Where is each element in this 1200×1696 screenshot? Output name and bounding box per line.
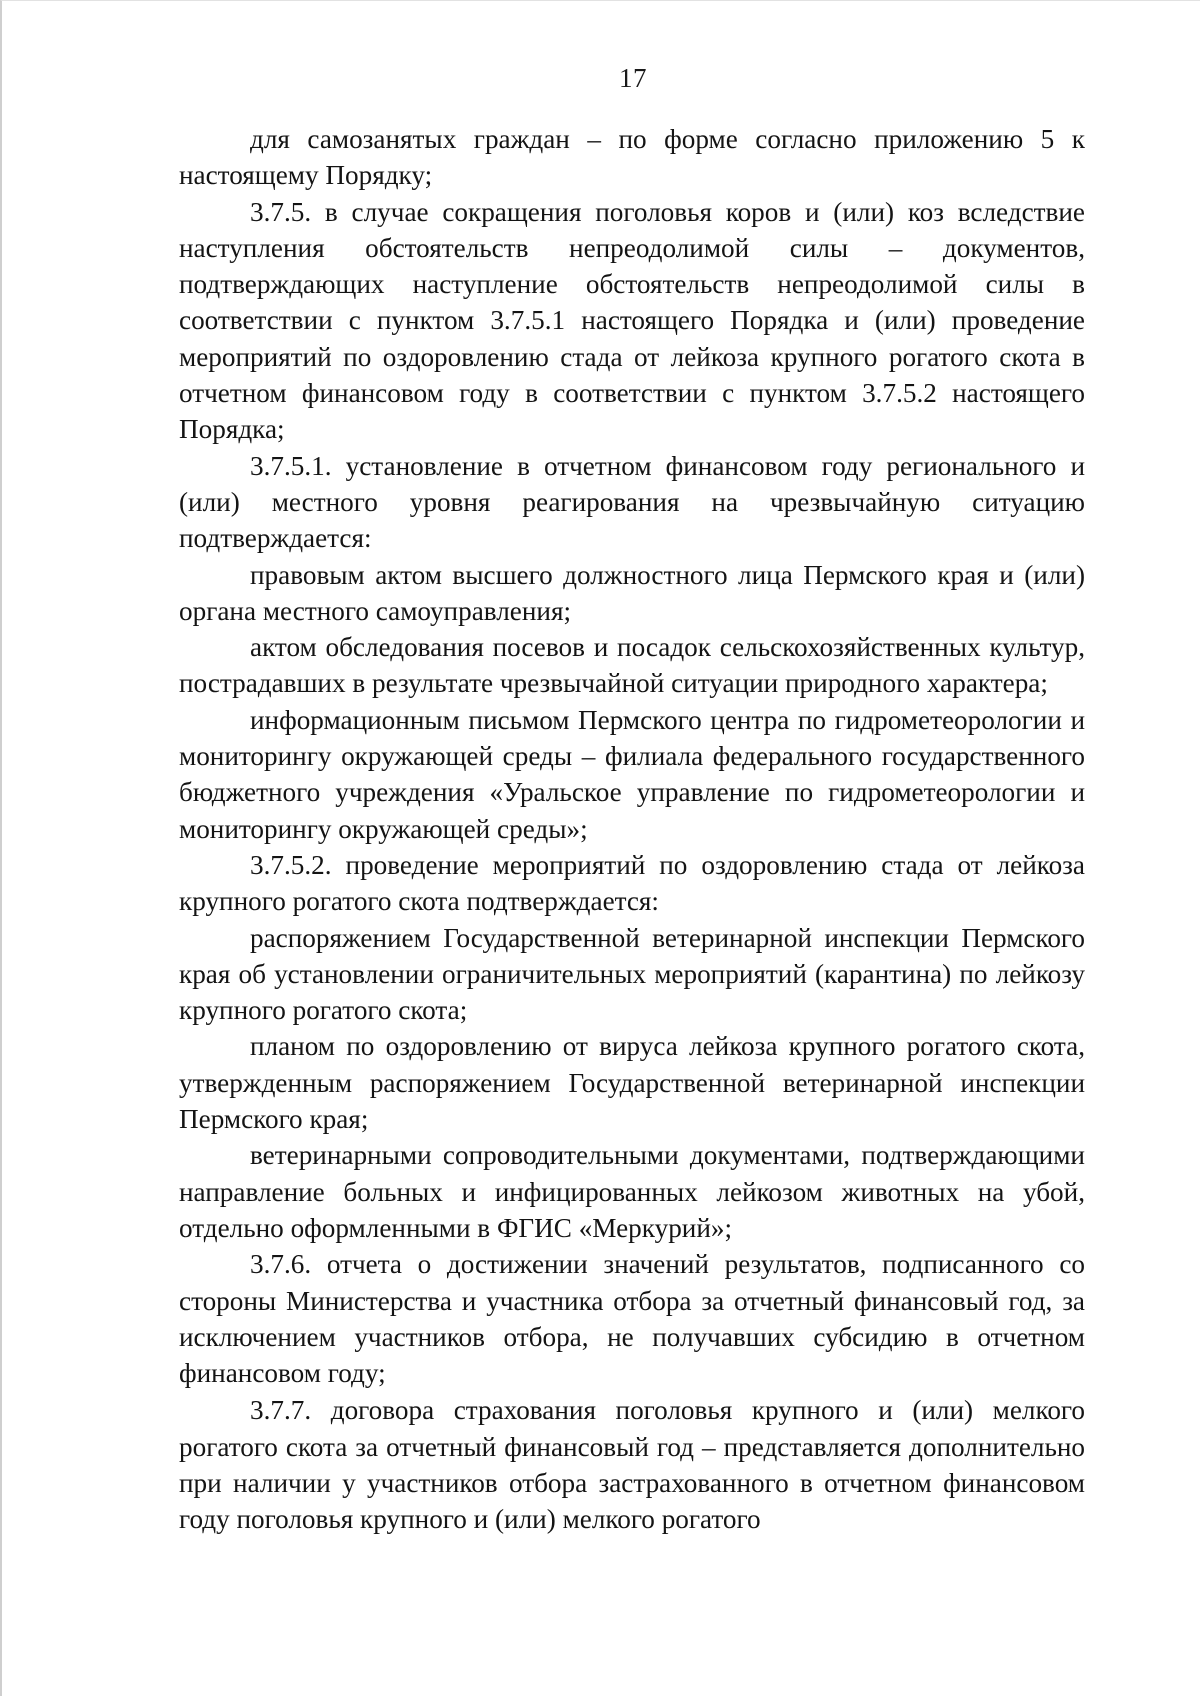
document-body: [179, 121, 1085, 1538]
paragraph-self-employed-form: для самозанятых граждан – по форме согласно приложению 5 к настоящему Порядку;: [179, 124, 1085, 191]
paragraph-inspection-act: актом обследования посевов и посадок сельскохозяйственных культур, пострадавших в результате чрезвычайной ситуации природного характера;: [179, 632, 1085, 699]
page-number: 17: [619, 63, 647, 93]
paragraph-3-7-5: 3.7.5. в случае сокращения поголовья коров и (или) коз вследствие наступления обстоятельств непреодолимой силы – документов, подтверждающих наступление обстоятельств непреодолимой силы в соответствии с пунктом 3.7.5.1 настоящего Порядка и (или) проведение мероприятий по оздоровлению стада от лейкоза крупного рогатого скота в отчетном финансовом году в соответствии с пунктом 3.7.5.2 настоящего Порядка;: [179, 196, 1085, 445]
paragraph-3-7-5-1: 3.7.5.1. установление в отчетном финансовом году регионального и (или) местного уровня реагирования на чрезвычайную ситуацию подтверждается:: [179, 450, 1085, 554]
paragraph-recovery-plan: планом по оздоровлению от вируса лейкоза крупного рогатого скота, утвержденным распоряжением Государственной ветеринарной инспекции Пермского края;: [179, 1031, 1085, 1135]
paragraph-3-7-7: 3.7.7. договора страхования поголовья крупного и (или) мелкого рогатого скота за отчетный финансовый год – представляется дополнительно при наличии у участников отбора застрахованного в отчетном финансовом году поголовья крупного и (или) мелкого рогатого: [179, 1395, 1085, 1535]
paragraph-veterinary-documents: ветеринарными сопроводительными документами, подтверждающими направление больных и инфицированных лейкозом животных на убой, отдельно оформленными в ФГИС «Меркурий»;: [179, 1140, 1085, 1243]
paragraph-3-7-6: 3.7.6. отчета о достижении значений результатов, подписанного со стороны Министерства и участника отбора за отчетный финансовый год, за исключением участников отбора, не получавших субсидию в отчетном финансовом году;: [179, 1249, 1085, 1389]
paragraph-inspection-order: распоряжением Государственной ветеринарной инспекции Пермского края об установлении ограничительных мероприятий (карантина) по лейкозу крупного рогатого скота;: [179, 922, 1085, 1026]
paragraph-legal-act: правовым актом высшего должностного лица Пермского края и (или) органа местного самоуправления;: [179, 559, 1085, 626]
paragraph-3-7-5-2: 3.7.5.2. проведение мероприятий по оздоровлению стада от лейкоза крупного рогатого скота подтверждается:: [179, 849, 1085, 917]
paragraph-information-letter: информационным письмом Пермского центра по гидрометеорологии и мониторингу окружающей среды – филиала федерального государственного бюджетного учреждения «Уральское управление по гидрометеорологии и мониторингу окружающей среды»;: [179, 704, 1085, 844]
